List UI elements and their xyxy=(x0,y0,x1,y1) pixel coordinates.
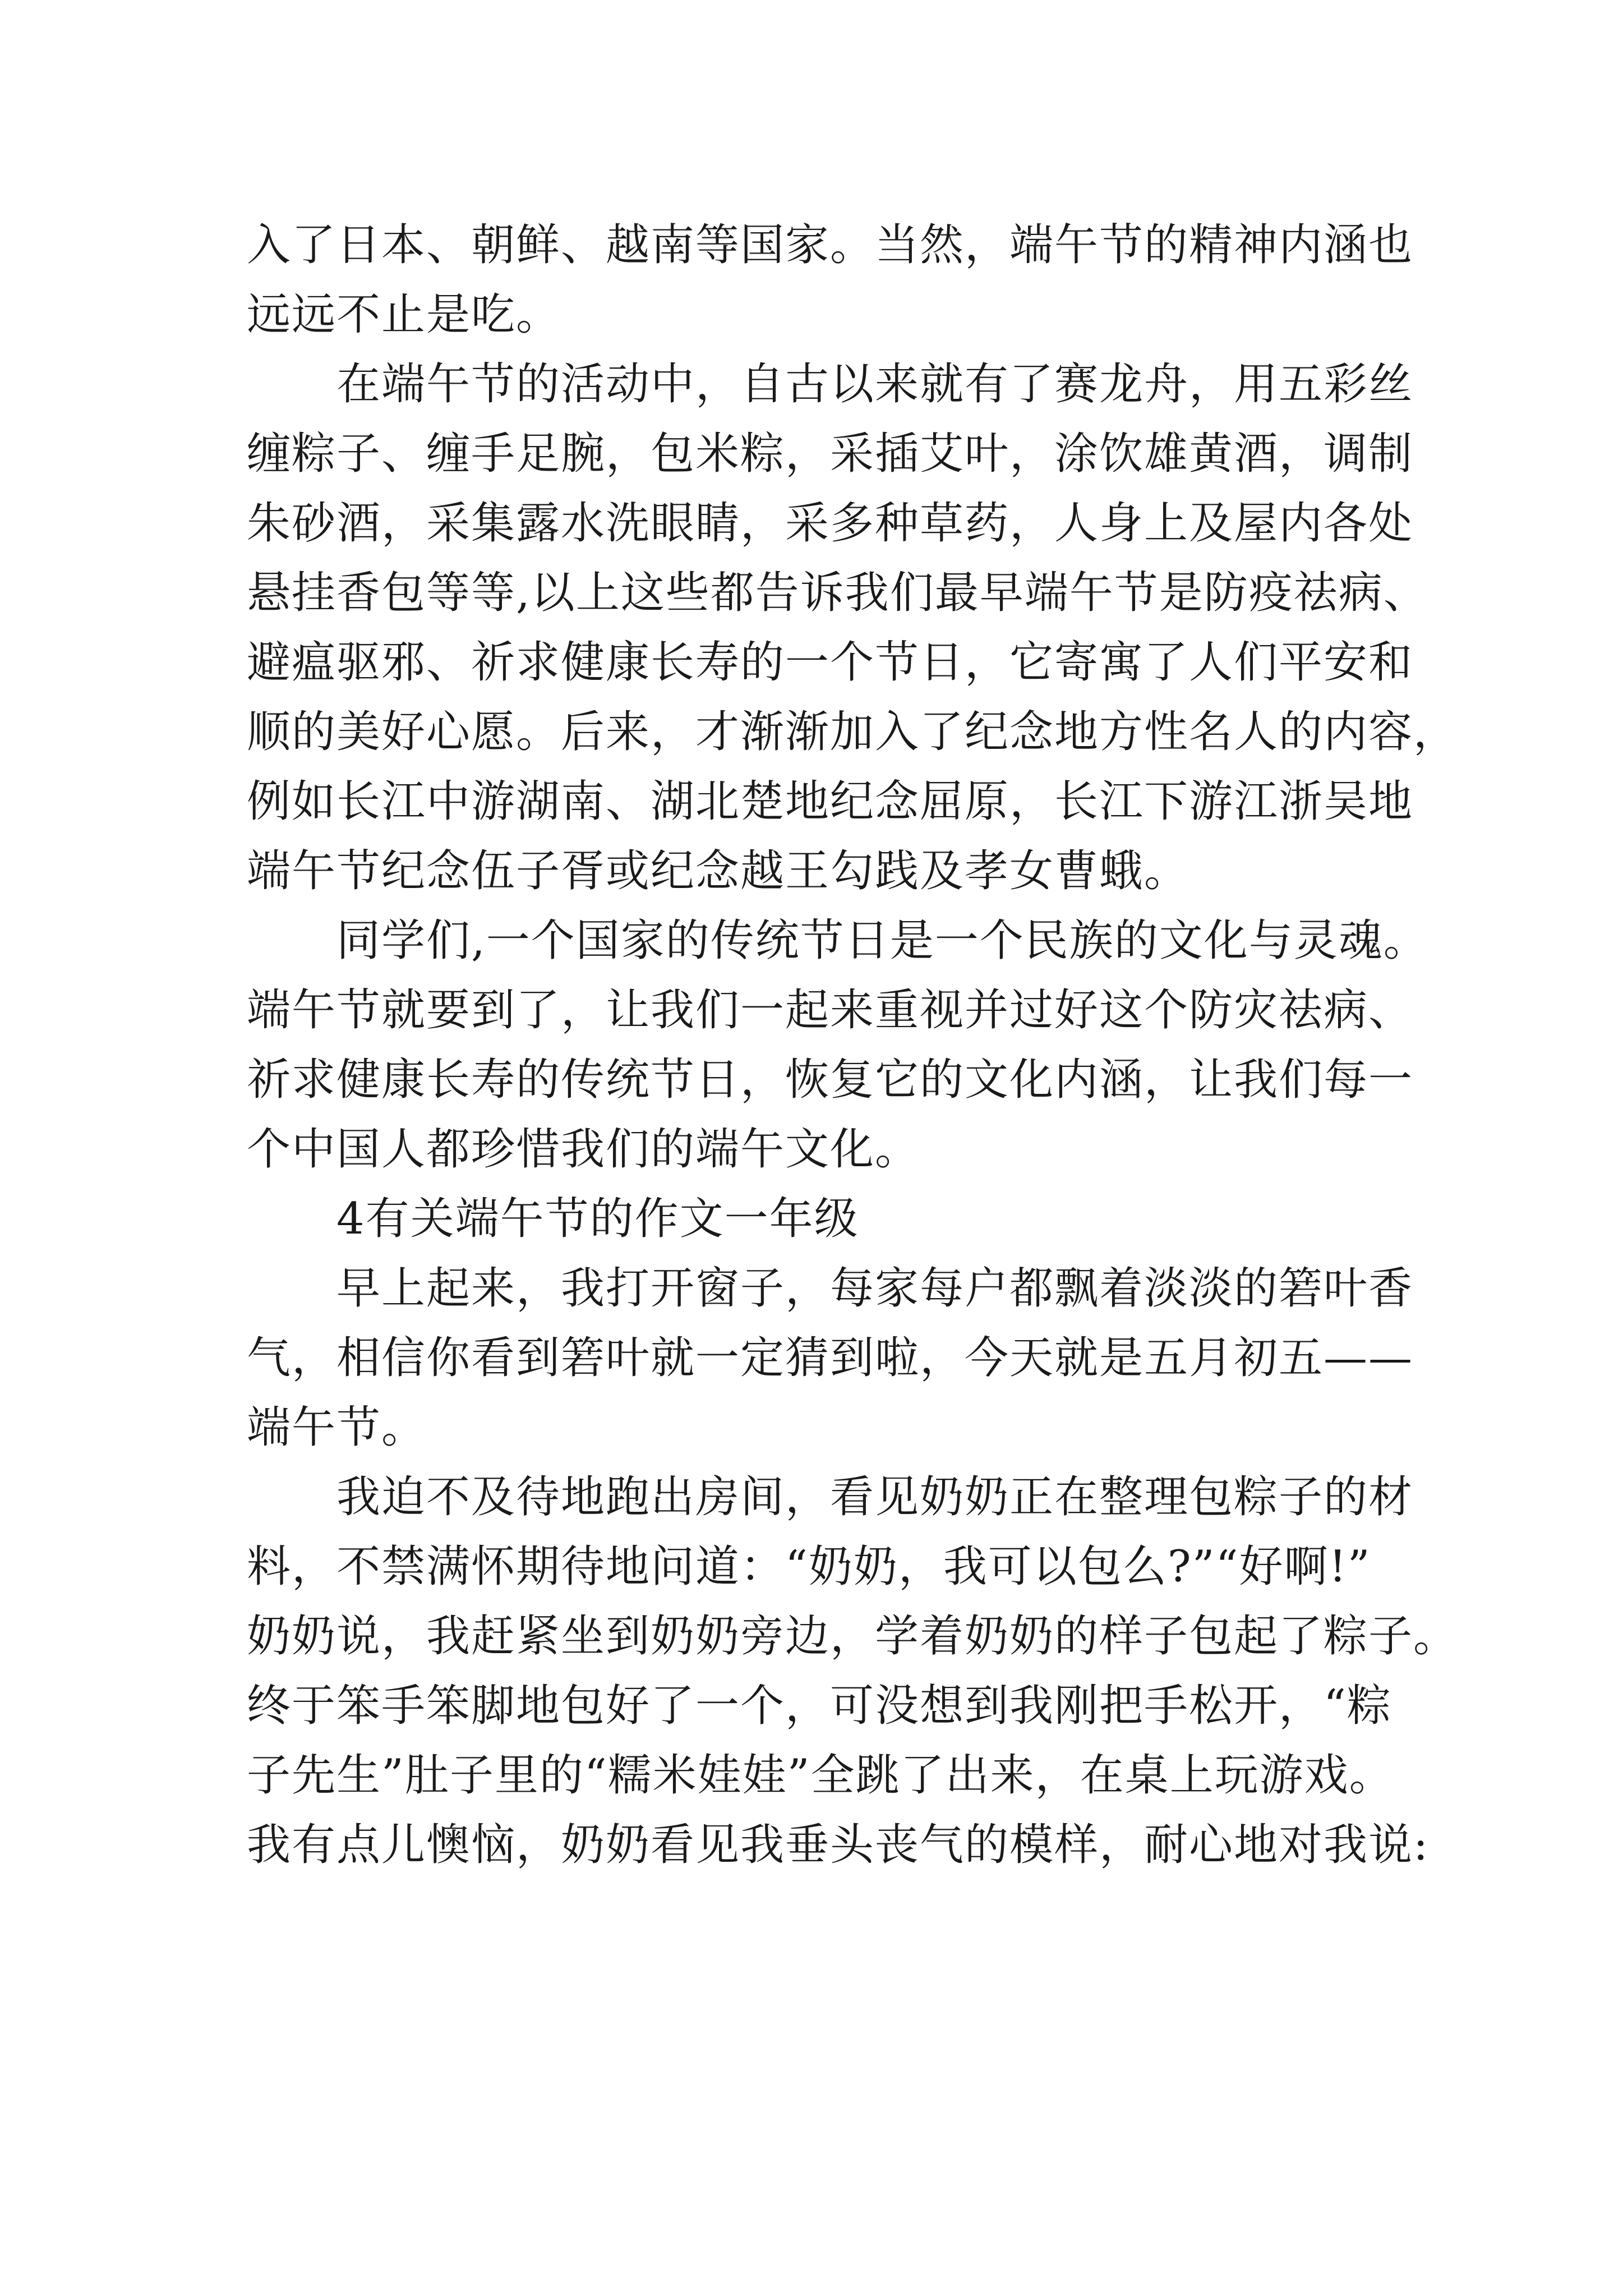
text-line: 早上起来，我打开窗子，每家每户都飘着淡淡的箬叶香 xyxy=(336,1263,1414,1314)
text-line: 缠粽子、缠手足腕，包米粽，采插艾叶，涂饮雄黄酒，调制 xyxy=(247,429,1414,479)
text-line: 朱砂酒，采集露水洗眼睛，采多种草药，人身上及屋内各处 xyxy=(247,498,1414,549)
text-line: 子先生”肚子里的“糯米娃娃”全跳了出来，在桌上玩游戏。 xyxy=(247,1750,1394,1801)
text-line: 远远不止是吃。 xyxy=(247,289,561,340)
text-line: 个中国人都珍惜我们的端午文化。 xyxy=(247,1124,920,1175)
text-line: 端午节。 xyxy=(247,1402,427,1453)
text-line: 入了日本、朝鲜、越南等国家。当然，端午节的精神内涵也 xyxy=(247,220,1414,270)
text-line: 我迫不及待地跑出房间，看见奶奶正在整理包粽子的材 xyxy=(336,1472,1414,1522)
text-line: 例如长江中游湖南、湖北楚地纪念屈原，长江下游江浙吴地 xyxy=(247,776,1414,827)
text-line: 气，相信你看到箬叶就一定猜到啦，今天就是五月初五—— xyxy=(247,1333,1414,1383)
text-line: 端午节就要到了，让我们一起来重视并过好这个防灾祛病、 xyxy=(247,985,1414,1036)
text-line: 我有点儿懊恼，奶奶看见我垂头丧气的模样，耐心地对我说: xyxy=(247,1820,1430,1870)
text-line: 悬挂香包等等,以上这些都告诉我们最早端午节是防疫祛病、 xyxy=(247,568,1428,618)
text-line: 祈求健康长寿的传统节日，恢复它的文化内涵，让我们每一 xyxy=(247,1055,1414,1105)
text-line: 终于笨手笨脚地包好了一个，可没想到我刚把手松开，“粽 xyxy=(247,1681,1392,1731)
text-line: 避瘟驱邪、祈求健康长寿的一个节日，它寄寓了人们平安和 xyxy=(247,637,1414,688)
text-line: 顺的美好心愿。后来，才渐渐加入了纪念地方性名人的内容， xyxy=(247,707,1459,757)
text-line: 料，不禁满怀期待地问道：“奶奶，我可以包么?”“好啊!” xyxy=(247,1542,1371,1592)
text-line: 奶奶说，我赶紧坐到奶奶旁边，学着奶奶的样子包起了粽子。 xyxy=(247,1611,1459,1662)
text-line: 端午节纪念伍子胥或纪念越王勾践及孝女曹蛾。 xyxy=(247,846,1189,896)
text-line: 4有关端午节的作文一年级 xyxy=(336,1194,859,1244)
text-line: 在端午节的活动中，自古以来就有了赛龙舟，用五彩丝 xyxy=(336,359,1414,409)
document-body xyxy=(247,210,1459,1880)
text-line: 同学们,一个国家的传统节日是一个民族的文化与灵魂。 xyxy=(336,915,1428,966)
